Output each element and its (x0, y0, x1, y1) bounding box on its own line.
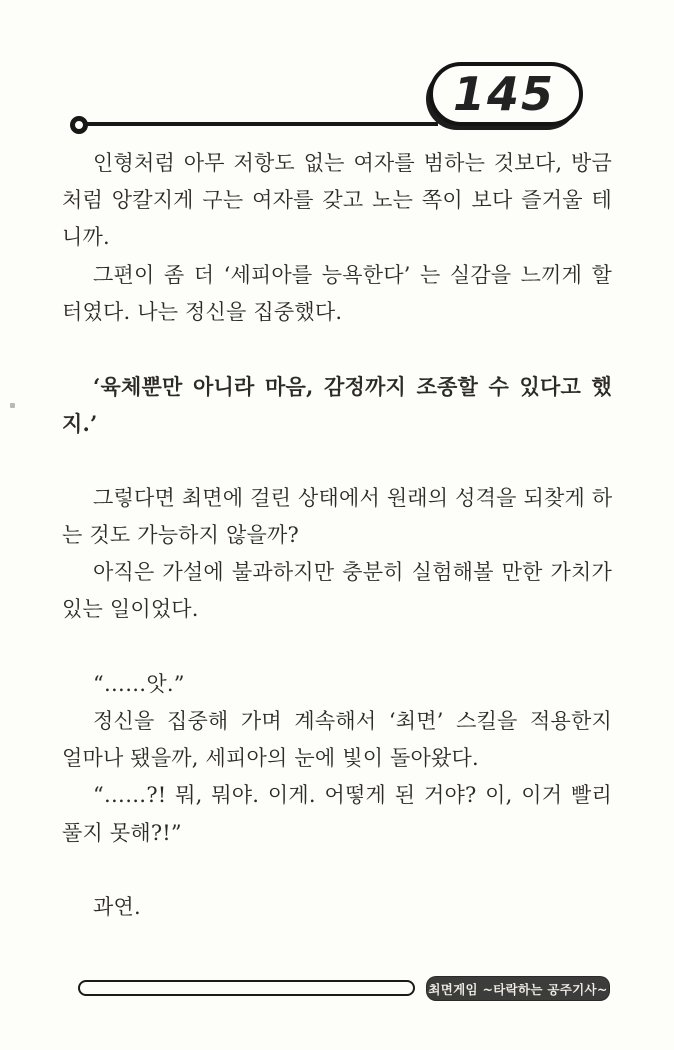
paragraph (62, 331, 612, 368)
text-line: 니까. (62, 225, 110, 250)
paragraph (62, 443, 612, 480)
text-line: 는 것도 가능하지 않을까? (62, 523, 299, 547)
paragraph (62, 480, 612, 554)
paragraph (62, 145, 612, 257)
series-title-badge (427, 977, 609, 1000)
text-line: 있는 일이었다. (62, 597, 199, 622)
text-line: “……앗.” (93, 671, 185, 696)
paragraph (62, 852, 612, 889)
page-number: 145 (452, 67, 556, 121)
text-line: 아직은 가설에 불과하지만 충분히 실험해볼 만한 가치가 (93, 560, 612, 585)
text-line: 그편이 좀 더 ‘세피아를 능욕한다’ 는 실감을 느끼게 할 (93, 262, 612, 287)
text-line: 처럼 앙칼지게 구는 여자를 갖고 노는 쪽이 보다 즐거울 테 (62, 188, 612, 213)
paragraph (62, 666, 612, 703)
paragraph (62, 629, 612, 666)
text-line: 풀지 못해?!” (62, 820, 182, 845)
text-line: “……?! 뭐, 뭐야. 이게. 어떻게 된 거야? 이, 이거 빨리 (93, 783, 612, 808)
text-line: 얼마나 됐을까, 세피아의 눈에 빛이 돌아왔다. (62, 746, 479, 771)
text-line: 과연. (93, 895, 141, 919)
header-rule-line (78, 122, 438, 126)
text-line: 지.’ (62, 411, 98, 437)
paragraph (62, 777, 612, 851)
footer-capsule-ornament (78, 980, 415, 996)
page-body (62, 145, 612, 926)
page-number-badge (429, 62, 583, 126)
paragraph (62, 554, 612, 628)
paragraph (62, 889, 612, 926)
series-title: 최면게임 ~타락하는 공주기사~ (428, 981, 608, 997)
text-line: 그렇다면 최면에 걸린 상태에서 원래의 성격을 되찾게 하 (93, 485, 613, 510)
text-line: ‘육체뿐만 아니라 마음, 감정까지 조종할 수 있다고 했 (93, 374, 612, 400)
text-line: 정신을 집중해 가며 계속해서 ‘최면’ 스킬을 적용한지 (93, 709, 612, 733)
scan-speck (10, 403, 15, 408)
paragraph (62, 257, 612, 331)
paragraph (62, 703, 612, 777)
text-line: 인형처럼 아무 저항도 없는 여자를 범하는 것보다, 방금 (93, 151, 612, 175)
paragraph (62, 368, 612, 442)
text-line: 터였다. 나는 정신을 집중했다. (62, 299, 343, 324)
ring-ornament-icon (70, 116, 88, 134)
